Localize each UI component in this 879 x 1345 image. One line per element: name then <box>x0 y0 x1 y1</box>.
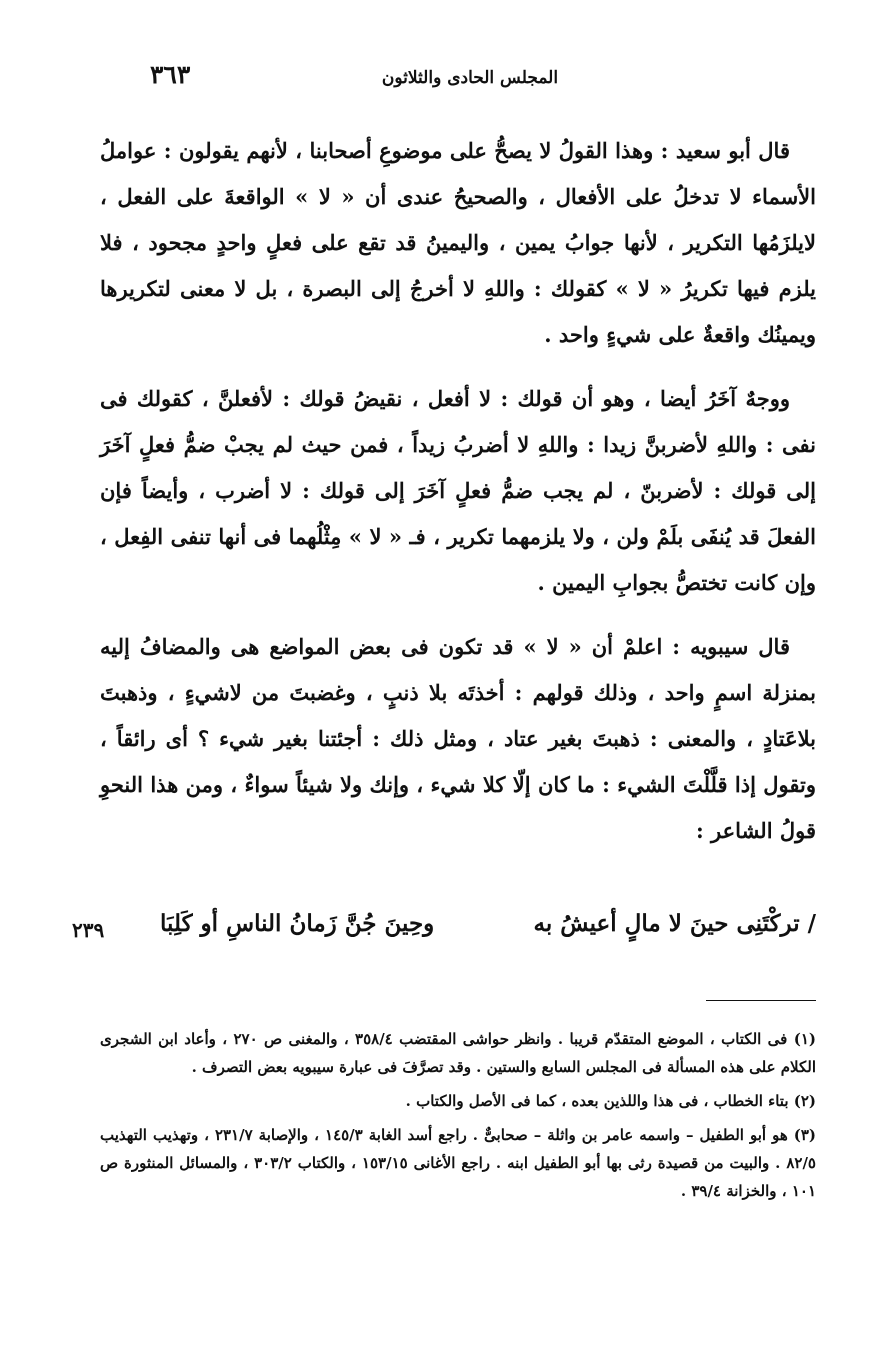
footnote-2: (٢) بتاء الخطاب ، فى هذا واللذين بعده ، كما فى الأصل والكتاب . <box>405 1092 816 1110</box>
paragraph-another-aspect: ووجهٌ آخَرُ أيضا ، وهو أن قولك : لا أفعل ، نقيضُ قولك : لأفعلنَّ ، كقولك فى نفى : واللهِ لأضربنَّ زيدا : واللهِ لا أضربُ زيداً ، فمن حيث لم يجبْ ضمُّ فعلٍ آخَرَ إلى قولك : لأضربنّ ، لم يجب ضمُّ فعلٍ آخَرَ إلى قولك : لا أضرب ، وأيضاً فإن الفعلَ قد يُنفَى بلَمْ ولن ، ولا يلزمهما تكرير ، فـ « لا » مِثْلُهما فى أنها تنفى الفِعل ، وإن كانت تختصُّ بجوابِ اليمين . <box>100 386 816 595</box>
footnotes <box>100 1025 816 1211</box>
paragraph-abu-said: قال أبو سعيد : وهذا القولُ لا يصحُّ على موضوعِ أصحابنا ، لأنهم يقولون : عواملُ الأسماء لا تدخلُ على الأفعال ، والصحيحُ عندى أن « لا » الواقعةَ على الفعل ، لايلزَمُها التكرير ، لأنها جوابُ يمين ، واليمينُ قد تقع على فعلٍ واحدٍ مجحود ، فلا يلزم فيها تكريرُ « لا » كقولك : واللهِ لا أخرجُ إلى البصرة ، بل لا معنى لتكريرها ويمينُك واقعةٌ على شيءٍ واحد . <box>100 138 816 347</box>
page-number: ٣٦٣ <box>150 60 191 89</box>
footnote-divider <box>706 1000 816 1001</box>
running-title: المجلس الحادى والثلاثون <box>381 68 559 88</box>
footnote-1: (١) فى الكتاب ، الموضع المتقدّم قريبا . وانظر حواشى المقتضب ٣٥٨/٤ ، والمغنى ص ٢٧٠ ، وأعاد ابن الشجرى الكلام على هذه المسألة فى المجلس السابع والستين . وقد تصرَّفَ فى عبارة سيبويه بعض التصرف . <box>100 1030 816 1076</box>
paragraph-sibawayh: قال سيبويه : اعلمْ أن « لا » قد تكون فى بعض المواضع هى والمضافُ إليه بمنزلة اسمٍ واحد ، وذلك قولهم : أخذتَه بلا ذنبٍ ، وغضبتَ من لاشيءٍ ، وذهبتَ بلاعَتادٍ ، والمعنى : ذهبتَ بغير عتاد ، ومثل ذلك : أجئتنا بغير شيء ؟ أى رائقاً ، وتقول إذا قلَّلْتَ الشيء : ما كان إلّا كلا شيء ، وإنك ولا شيئاً سواءٌ ، ومن هذا النحوِ قولُ الشاعر : <box>100 634 816 843</box>
poetry-verse <box>100 910 816 950</box>
verse-first-hemistich: / تركْتَنِى حينَ لا مالٍ أعيشُ به <box>533 910 816 937</box>
footnote-3: (٣) هو أبو الطفيل – واسمه عامر بن واثلة – صحابىٌّ . راجع أسد الغابة ١٤٥/٣ ، والإصابة ٢٣١/٧ ، وتهذيب التهذيب ٨٢/٥ . والبيت من قصيدة رثى بها أبو الطفيل ابنه . راجع الأغانى ١٥٣/١٥ ، والكتاب ٣٠٣/٢ ، والمسائل المنثورة ص ١٠١ ، والخزانة ٣٩/٤ . <box>100 1126 817 1200</box>
verse-second-hemistich: وحِينَ جُنَّ زَمانُ الناسِ أو كَلِبَا <box>160 910 435 937</box>
page-header <box>0 60 879 100</box>
margin-page-reference: ٢٣٩ <box>72 918 105 942</box>
main-text <box>100 128 816 862</box>
